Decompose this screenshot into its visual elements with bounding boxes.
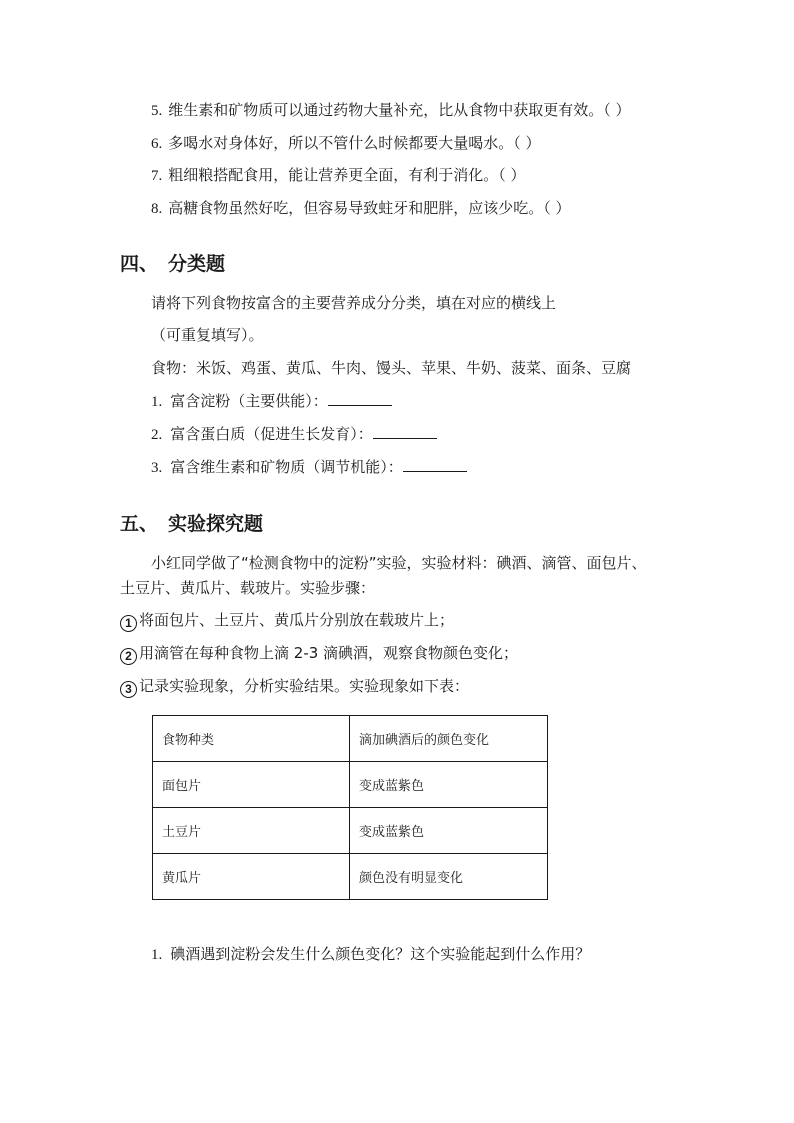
answer-blank[interactable]: [403, 457, 467, 472]
item-number: 3.: [151, 460, 163, 476]
section-5-intro-line-1: 小红同学做了“检测食物中的淀粉”实验，实验材料：碘酒、滴管、面包片、: [151, 554, 647, 572]
table-header-cell: 食物种类: [153, 716, 350, 762]
table-cell: 变成蓝紫色: [350, 808, 548, 854]
experiment-step-2: [120, 643, 518, 665]
true-false-item-8: [151, 198, 571, 219]
answer-blank[interactable]: [328, 391, 392, 406]
question-text: 碘酒遇到淀粉会发生什么颜色变化？这个实验能起到什么作用？: [170, 945, 591, 963]
section-5-intro-line-2: 土豆片、黄瓜片、载玻片。实验步骤：: [120, 579, 376, 597]
item-text: 富含维生素和矿物质（调节机能）：: [170, 458, 403, 476]
section-number: 五、: [120, 513, 159, 535]
item-text: 维生素和矿物质可以通过药物大量补充，比从食物中获取更有效。（ ）: [168, 101, 631, 119]
step-text: 用滴管在每种食物上滴 2-3 滴碘酒，观察食物颜色变化；: [139, 644, 519, 662]
true-false-item-5: [151, 100, 631, 121]
item-number: 2.: [151, 427, 163, 443]
step-text: 将面包片、土豆片、黄瓜片分别放在载玻片上；: [139, 611, 455, 629]
section-4-heading: [120, 251, 225, 277]
item-text: 粗细粮搭配食用，能让营养更全面，有利于消化。（ ）: [168, 166, 526, 184]
table-cell: 土豆片: [153, 808, 350, 854]
classify-item-2: [151, 424, 437, 445]
question-1: [151, 944, 590, 965]
item-text: 富含蛋白质（促进生长发育）：: [170, 425, 373, 443]
section-4-intro-line-2: （可重复填写）。: [151, 326, 264, 344]
item-number: 1.: [151, 947, 163, 963]
table-row: [153, 762, 548, 808]
table-header-cell: 滴加碘酒后的颜色变化: [350, 716, 548, 762]
answer-blank[interactable]: [373, 424, 437, 439]
item-number: 5.: [151, 103, 163, 119]
observation-table: [152, 715, 548, 900]
item-number: 1.: [151, 394, 163, 410]
table-cell: 变成蓝紫色: [350, 762, 548, 808]
item-text: 多喝水对身体好，所以不管什么时候都要大量喝水。（ ）: [168, 134, 541, 152]
section-title: 实验探究题: [168, 513, 264, 535]
item-text: 富含淀粉（主要供能）：: [170, 392, 328, 410]
table-cell: 黄瓜片: [153, 854, 350, 900]
classify-item-3: [151, 457, 467, 478]
circled-number-icon: 3: [120, 681, 137, 698]
table-header-row: [153, 716, 548, 762]
section-title: 分类题: [168, 253, 226, 275]
food-list: 食物：米饭、鸡蛋、黄瓜、牛肉、馒头、苹果、牛奶、菠菜、面条、豆腐: [151, 359, 632, 377]
section-number: 四、: [120, 253, 159, 275]
circled-number-icon: 2: [120, 648, 137, 665]
item-number: 6.: [151, 136, 163, 152]
item-text: 高糖食物虽然好吃，但容易导致蛀牙和肥胖，应该少吃。（ ）: [168, 199, 571, 217]
experiment-step-1: [120, 610, 454, 632]
step-text: 记录实验现象，分析实验结果。实验现象如下表：: [139, 677, 470, 695]
experiment-step-3: [120, 676, 469, 698]
table-row: [153, 808, 548, 854]
circled-number-icon: 1: [120, 615, 137, 632]
true-false-item-6: [151, 133, 541, 154]
true-false-item-7: [151, 165, 526, 186]
item-number: 8.: [151, 201, 163, 217]
section-4-intro-line-1: 请将下列食物按富含的主要营养成分分类，填在对应的横线上: [151, 294, 557, 312]
table-row: [153, 854, 548, 900]
table-cell: 面包片: [153, 762, 350, 808]
classify-item-1: [151, 391, 392, 412]
table-cell: 颜色没有明显变化: [350, 854, 548, 900]
item-number: 7.: [151, 168, 163, 184]
section-5-heading: [120, 511, 263, 537]
